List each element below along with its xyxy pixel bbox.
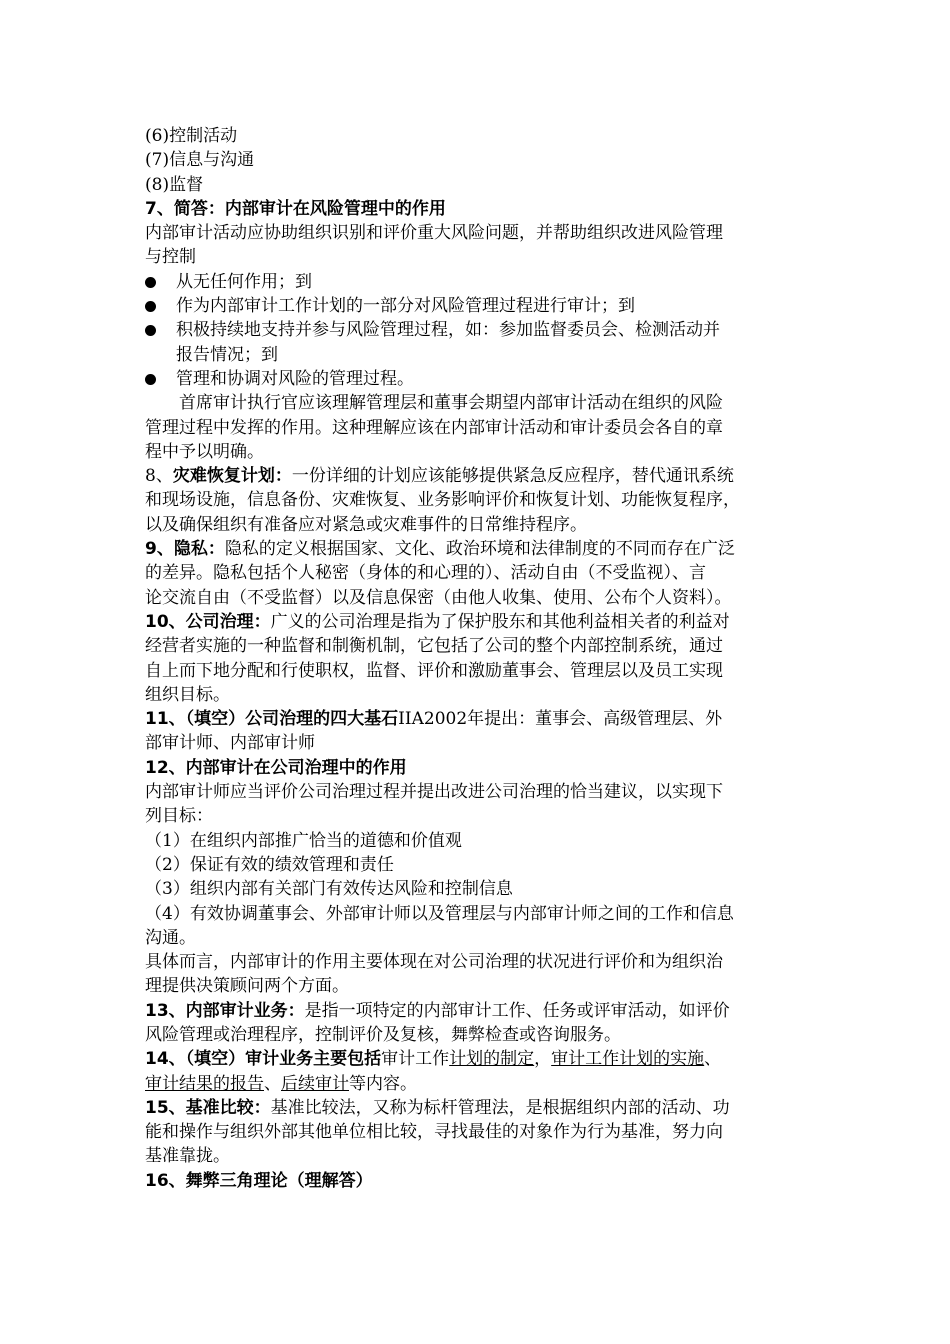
term-label: 14、（填空）审计业务主要包括	[145, 1049, 382, 1070]
paragraph-line: 部审计师、内部审计师	[145, 733, 315, 754]
term-label: 10、公司治理：	[145, 611, 271, 632]
paragraph-line: 以及确保组织有准备应对紧急或灾难事件的日常维持程序。	[145, 514, 587, 535]
list-item: （3）组织内部有关部门有效传达风险和控制信息	[145, 879, 513, 900]
paragraph-line: 管理过程中发挥的作用。这种理解应该在内部审计活动和审计委员会各自的章	[145, 417, 723, 438]
bullet-dot-icon	[145, 301, 156, 312]
paragraph-line: 9、隐私：隐私的定义根据国家、文化、政治环境和法律制度的不同而存在广泛	[145, 539, 735, 560]
paragraph-line: 15、基准比较：基准比较法，又称为标杆管理法，是根据组织内部的活动、功	[145, 1097, 730, 1118]
bullet-item: 积极持续地支持并参与风险管理过程，如：参加监督委员会、检测活动并	[145, 318, 815, 342]
paragraph-line: 与控制	[145, 247, 196, 268]
paragraph-line: 具体而言，内部审计的作用主要体现在对公司治理的状况进行评价和为组织治	[145, 952, 723, 973]
list-item: (7)信息与沟通	[145, 150, 255, 171]
paragraph-line: 审计结果的报告、后续审计等内容。	[145, 1073, 417, 1094]
paragraph-line: 程中予以明确。	[145, 441, 264, 462]
underlined-answer: 审计结果的报告	[145, 1073, 264, 1094]
list-item: (6)控制活动	[145, 126, 238, 146]
term-label: 灾难恢复计划：	[172, 466, 292, 487]
bullet-dot-icon	[145, 277, 156, 288]
underlined-answer: 审计工作计划的实施	[551, 1049, 705, 1070]
section-number: 8、	[145, 466, 173, 487]
bullet-continuation: 报告情况；到	[176, 344, 278, 365]
document-page	[145, 124, 815, 1193]
section-heading: 12、内部审计在公司治理中的作用	[145, 757, 407, 778]
paragraph-line: 能和操作与组织外部其他单位相比较，寻找最佳的对象作为行为基准，努力向	[145, 1122, 723, 1143]
paragraph-line: 和现场设施，信息备份、灾难恢复、业务影响评价和恢复计划、功能恢复程序，	[145, 490, 740, 511]
term-label: 9、隐私：	[145, 539, 225, 560]
term-label: 15、基准比较：	[145, 1097, 271, 1118]
section-heading: 16、舞弊三角理论（理解答）	[145, 1170, 373, 1191]
paragraph-line: 列目标：	[145, 806, 213, 827]
paragraph-line: 14、（填空）审计业务主要包括审计工作计划的制定，审计工作计划的实施、	[145, 1049, 722, 1070]
list-item: （1）在组织内部推广恰当的道德和价值观	[145, 830, 462, 851]
paragraph-line: 经营者实施的一种监督和制衡机制，它包括了公司的整个内部控制系统，通过	[145, 636, 723, 657]
list-item: 沟通。	[145, 927, 196, 948]
paragraph-line: 内部审计活动应协助组织识别和评价重大风险问题，并帮助组织改进风险管理	[145, 223, 723, 244]
bullet-item: 管理和协调对风险的管理过程。	[145, 367, 815, 391]
bullet-item: 作为内部审计工作计划的一部分对风险管理过程进行审计；到	[145, 294, 815, 318]
underlined-answer: 计划的制定	[449, 1049, 535, 1070]
bullet-dot-icon	[145, 374, 156, 385]
list-item: （2）保证有效的绩效管理和责任	[145, 854, 394, 875]
paragraph-line: 风险管理或治理程序，控制评价及复核，舞弊检查或咨询服务。	[145, 1024, 621, 1045]
section-heading: 7、简答：内部审计在风险管理中的作用	[145, 198, 446, 219]
paragraph-line: 基准靠拢。	[145, 1146, 230, 1167]
paragraph-line: 的差异。隐私包括个人秘密（身体的和心理的）、活动自由（不受监视）、言	[145, 563, 706, 584]
bullet-item: 从无任何作用；到	[145, 270, 815, 294]
paragraph-line: 组织目标。	[145, 684, 230, 705]
paragraph-line: 理提供决策顾问两个方面。	[145, 976, 349, 997]
paragraph-line: 论交流自由（不受监督）以及信息保密（由他人收集、使用、公布个人资料）。	[145, 587, 732, 608]
paragraph-line: 首席审计执行官应该理解管理层和董事会期望内部审计活动在组织的风险	[179, 393, 723, 414]
term-label: 13、内部审计业务：	[145, 1000, 305, 1021]
paragraph-line: 11、（填空）公司治理的四大基石IIA2002年提出：董事会、高级管理层、外	[145, 709, 723, 730]
paragraph-line: 10、公司治理：广义的公司治理是指为了保护股东和其他利益相关者的利益对	[145, 611, 730, 632]
list-item: (8)监督	[145, 174, 204, 195]
paragraph-line: 8、灾难恢复计划：一份详细的计划应该能够提供紧急反应程序，替代通讯系统	[145, 466, 734, 487]
list-item: （4）有效协调董事会、外部审计师以及管理层与内部审计师之间的工作和信息	[145, 903, 734, 924]
paragraph-line: 自上而下地分配和行使职权，监督、评价和激励董事会、管理层以及员工实现	[145, 660, 723, 681]
paragraph-line: 13、内部审计业务：是指一项特定的内部审计工作、任务或评审活动，如评价	[145, 1000, 730, 1021]
underlined-answer: 后续审计	[281, 1073, 349, 1094]
paragraph-line: 内部审计师应当评价公司治理过程并提出改进公司治理的恰当建议，以实现下	[145, 782, 723, 803]
term-label: 11、（填空）公司治理的四大基石	[145, 709, 399, 730]
bullet-dot-icon	[145, 325, 156, 336]
